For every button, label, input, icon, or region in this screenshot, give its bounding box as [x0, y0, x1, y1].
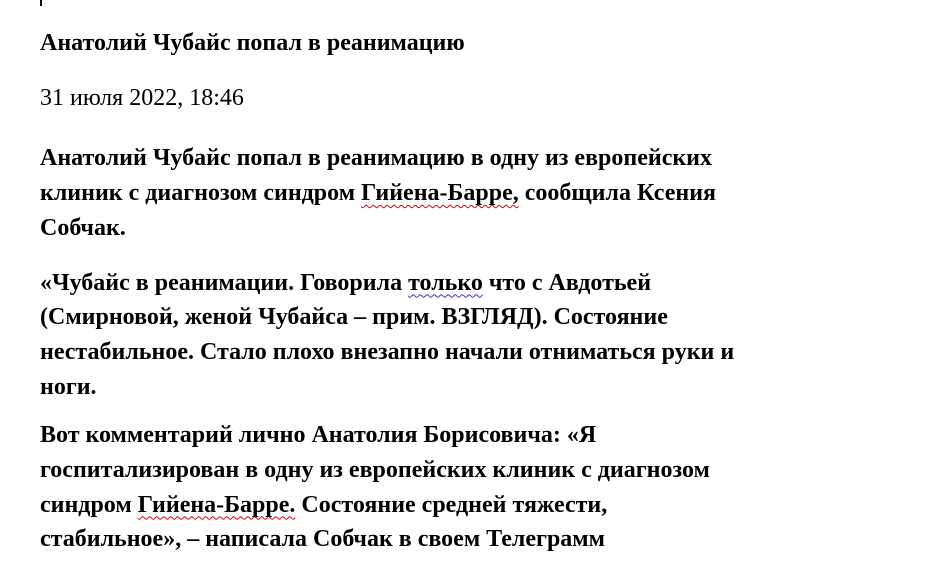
text-segment: что с Авдотьей	[482, 269, 652, 296]
text-segment: стабильное», – написала Собчак в своем Телеграмм	[40, 526, 605, 553]
text-line	[40, 300, 911, 335]
text-segment: (Смирновой, женой Чубайса – прим. ВЗГЛЯД). Состояние	[40, 304, 668, 331]
text-segment: синдром	[40, 491, 138, 518]
text-segment: нестабильное. Стало плохо внезапно начали отниматься руки и	[40, 338, 735, 365]
article-title: Анатолий Чубайс попал в реанимацию	[40, 30, 465, 56]
spellcheck-underlined-text: Гийена-Барре,	[361, 180, 519, 207]
text-segment: «Чубайс в реанимации. Говорила	[40, 269, 409, 296]
text-segment: Анатолий Чубайс попал в реанимацию в одну из европейских	[40, 145, 713, 172]
article-paragraphs	[40, 141, 911, 557]
text-segment: Вот комментарий лично Анатолия Борисовича: «Я	[40, 422, 597, 449]
document-text-area[interactable]	[40, 26, 911, 557]
article-date: 31 июля 2022, 18:46	[40, 84, 244, 111]
text-line	[40, 211, 911, 246]
text-segment: сообщила Ксения	[518, 180, 716, 207]
text-line	[40, 141, 911, 176]
paragraph	[40, 141, 911, 245]
text-line	[40, 370, 911, 405]
text-cursor-icon	[40, 0, 42, 6]
text-line	[40, 522, 911, 557]
text-segment: Состояние средней тяжести,	[295, 491, 608, 518]
paragraph	[40, 418, 911, 557]
spellcheck-underlined-text: Гийена-Барре.	[137, 491, 296, 518]
text-segment: клиник с диагнозом синдром	[40, 180, 362, 207]
text-line	[40, 266, 911, 301]
text-line	[40, 488, 911, 523]
text-segment: ноги.	[40, 373, 97, 400]
text-line	[40, 453, 911, 488]
paragraph	[40, 266, 911, 405]
text-line	[40, 176, 911, 211]
text-segment: Собчак.	[40, 214, 126, 241]
text-segment: госпитализирован в одну из европейских клиник с диагнозом	[40, 457, 710, 484]
text-line	[40, 335, 911, 370]
text-line	[40, 418, 911, 453]
grammar-underlined-text: только	[408, 269, 483, 296]
